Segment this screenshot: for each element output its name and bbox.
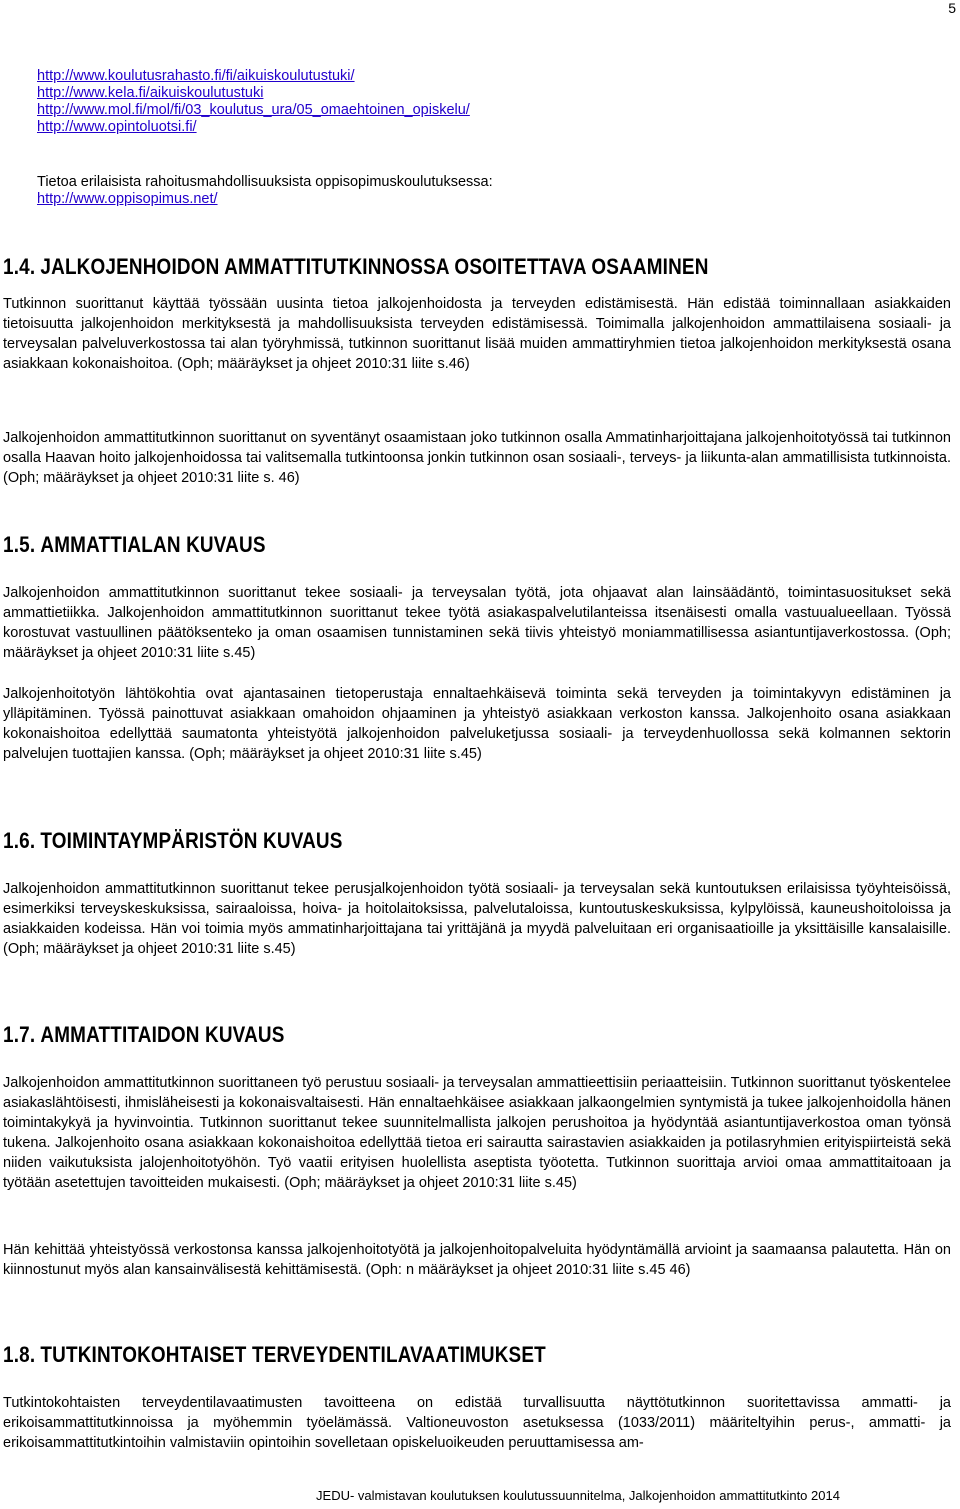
link-list [37, 68, 470, 136]
link-oppisopimus[interactable]: http://www.oppisopimus.net/ [37, 191, 218, 207]
section-heading-1-8 [3, 1342, 546, 1368]
section-number: 1.6. [3, 828, 36, 853]
paragraph: Jalkojenhoitotyön lähtökohtia ovat ajantasainen tietoperustaja ennaltaehkäisevä toiminta sekä terveyden ja toimintakyvyn edistäminen ja ylläpitäminen. Työssä painottuvat asiakkaan omahoidon ohjaaminen ja yhteistyö asiakkaan verkoston kanssa. Jalkojenhoito osana asiakkaan kokonaishoitoa edellyttää saumatonta yhteistyötä jalkojenhoidon palveluketjussa sosiaali- ja terveydenhuollossa sekä kolmannen sektorin palvelujen tuottajien kanssa. (Oph; määräykset ja ohjeet 2010:31 liite s.45) [3, 686, 951, 762]
intro-block [37, 174, 493, 208]
page-footer [0, 1488, 960, 1503]
link-opintoluotsi[interactable]: http://www.opintoluotsi.fi/ [37, 119, 197, 135]
section-number: 1.7. [3, 1022, 36, 1047]
section-number: 1.5. [3, 532, 36, 557]
paragraph: Jalkojenhoidon ammattitutkinnon suorittanut tekee perusjalkojenhoidon työtä sosiaali- ja terveysalan sekä kuntoutuksen erilaisissa työyhteisöissä, esimerkiksi terveyskeskuksissa, sairaaloissa, hoiva- ja hoitolaitoksissa, palvelutaloissa, kuntoutuskeskuksissa, kylpylöissä, kauneushoitoloissa ja asiakkaiden kodeissa. Hän voi toimia myös ammatinharjoittajana tai yrittäjänä ja myydä palveluitaan eri organisaatioille ja yksittäisille kansalaisille. (Oph; määräykset ja ohjeet 2010:31 liite s.45) [3, 881, 951, 957]
section-heading-1-5 [3, 532, 266, 558]
section-title: TOIMINTAYMPÄRISTÖN KUVAUS [40, 828, 343, 853]
section-title: AMMATTITAIDON KUVAUS [40, 1022, 285, 1047]
intro-text: Tietoa erilaisista rahoitusmahdollisuuksista oppisopimuskoulutuksessa: [37, 174, 493, 190]
paragraph: Tutkinnon suorittanut käyttää työssään uusinta tietoa jalkojenhoidosta ja terveyden edistämisestä. Hän edistää toiminnallaan asiakkaiden tietoisuutta jalkojenhoidon merkityksestä ja mahdollisuuksista terveyden edistämisessä. Toimimalla jalkojenhoidon ammattilaisena sosiaali- ja terveysalan palveluverkostossa tai alan työryhmissä, tutkinnon suorittanut lisää muiden ammattiryhmien tietoa jalkojenhoidon merkityksestä osana asiakkaan kokonaishoitoa. (Oph; määräykset ja ohjeet 2010:31 liite s.46) [3, 296, 951, 372]
section-number: 1.8. [3, 1342, 36, 1367]
section-title: TUTKINTOKOHTAISET TERVEYDENTILAVAATIMUKSET [40, 1342, 546, 1367]
paragraph: Tutkintokohtaisten terveydentilavaatimusten tavoitteena on edistää turvallisuutta näyttötutkinnon suoritettavissa ammatti- ja erikoisammattitutkinnoissa ja myöhemmin työelämässä. Valtioneuvoston asetuksessa (1033/2011) määriteltyihin perus-, ammatti- ja erikoisammattitutkintoihin valmistaviin opintoihin sovelletaan opiskeluoikeuden peruuttamisessa am- [3, 1395, 951, 1451]
paragraph: Jalkojenhoidon ammattitutkinnon suorittaneen työ perustuu sosiaali- ja terveysalan ammattieettisiin periaatteisiin. Tutkinnon suorittanut työskentelee asiakaslähtöisesti, ihmisläheisesti ja kokonaisvaltaisesti. Hän ennaltaehkäisee asiakkaan jalkaongelmien syntymistä ja tukee jalkojenhoidolla hänen toimintakykyä ja hyvinvointia. Tutkinnon suorittanut tekee suunnitelmallista jalkojen perushoitoa ja hyödyntää asiantuntijaverkostoa oman työnsä tukena. Jalkojenhoito osana asiakkaan kokonaishoitoa edellyttää tietoa eri sairautta sairastavien asiakkaiden ja potilasryhmien erityispiirteistä sekä niiden vaikutuksista jalojenhoitotyöhön. Työ vaatii erityisen huolellista aseptista työotetta. Tutkinnon suorittaja arvioi omaa ammattitaitoaan ja työtään asetettujen tavoitteiden mukaisesti. (Oph; määräykset ja ohjeet 2010:31 liite s.45) [3, 1075, 951, 1191]
paragraph: Hän kehittää yhteistyössä verkostonsa kanssa jalkojenhoitotyötä ja jalkojenhoitopalveluita hyödyntämällä arvioint ja saamaansa palautetta. Hän on kiinnostunut myös alan kansainvälisestä kehittämisestä. (Oph: n määräykset ja ohjeet 2010:31 liite s.45 46) [3, 1242, 951, 1278]
paragraph: Jalkojenhoidon ammattitutkinnon suorittanut tekee sosiaali- ja terveysalan työtä, jota ohjaavat alan lainsäädäntö, toimintasuositukset sekä ammattietiikka. Jalkojenhoidon ammattitutkinnon suorittanut tekee työtä asiakaspalvelutilanteissa itsenäisesti omalla vastuualueellaan. Työssä korostuvat vastuullinen päätöksenteko ja oman osaamisen tunnistaminen sekä tiivis yhteistyö moniammatillisessa asiantuntijaverkostossa. (Oph; määräykset ja ohjeet 2010:31 liite s.45) [3, 585, 951, 661]
section-title: JALKOJENHOIDON AMMATTITUTKINNOSSA OSOITETTAVA OSAAMINEN [40, 254, 709, 279]
section-title: AMMATTIALAN KUVAUS [40, 532, 266, 557]
link-kela[interactable]: http://www.kela.fi/aikuiskoulutustuki [37, 85, 264, 101]
section-heading-1-4 [3, 254, 709, 280]
footer-text: JEDU- valmistavan koulutuksen koulutussuunnitelma, Jalkojenhoidon ammattitutkinto 2014 [316, 1488, 840, 1503]
link-mol[interactable]: http://www.mol.fi/mol/fi/03_koulutus_ura/05_omaehtoinen_opiskelu/ [37, 102, 470, 118]
link-koulutusrahasto[interactable]: http://www.koulutusrahasto.fi/fi/aikuiskoulutustuki/ [37, 68, 355, 84]
section-heading-1-7 [3, 1022, 285, 1048]
page-number: 5 [948, 0, 956, 16]
section-number: 1.4. [3, 254, 36, 279]
paragraph: Jalkojenhoidon ammattitutkinnon suorittanut on syventänyt osaamistaan joko tutkinnon osalla Ammatinharjoittajana jalkojenhoitotyössä tai tutkinnon osalla Haavan hoito jalkojenhoidossa tai valitsemalla tutkintoonsa jonkin tutkinnon osan sosiaali-, terveys- ja liikunta-alan ammatillisista tutkinnoista. (Oph; määräykset ja ohjeet 2010:31 liite s. 46) [3, 430, 951, 486]
section-heading-1-6 [3, 828, 343, 854]
